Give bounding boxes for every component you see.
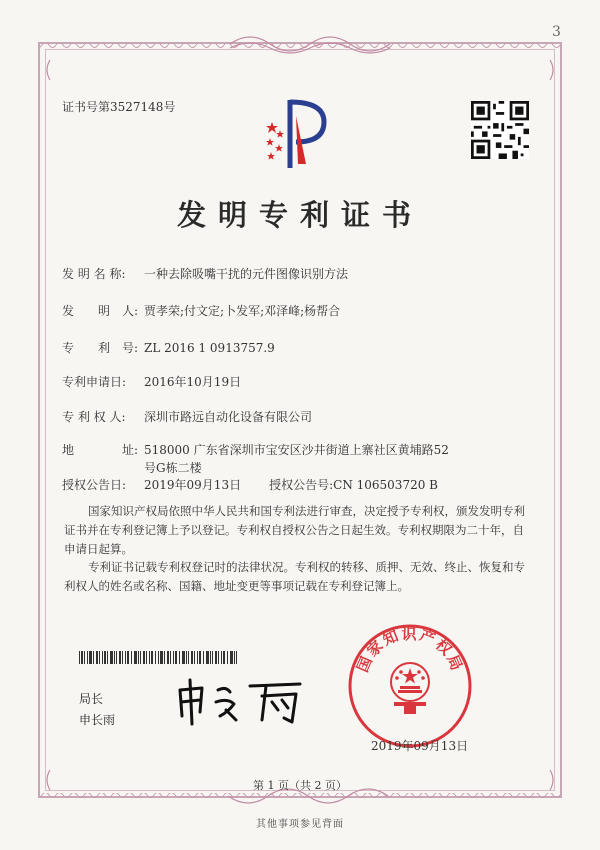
page-number: 第 1 页（共 2 页）	[253, 779, 347, 792]
handwritten-signature	[170, 676, 310, 726]
svg-text:国家知识产权局	[353, 625, 466, 675]
field-grant-announcement	[62, 476, 438, 493]
barcode	[79, 651, 237, 664]
grant-number-label: 授权公告号:	[269, 478, 334, 492]
field-value: 深圳市路远自动化设备有限公司	[144, 410, 313, 424]
field-inventors	[62, 302, 340, 319]
seal-date: 2019年09月13日	[371, 739, 469, 753]
field-address-continued: 号G栋二楼	[144, 461, 202, 475]
statement-paragraph-2: 专利证书记载专利权登记时的法律状况。专利权的转移、质押、无效、终止、恢复和专利权人的姓名或名称、国籍、地址变更等事项记载在专利登记簿上。	[64, 560, 525, 593]
field-value: 贾孝荣;付文定;卜发军;邓泽峰;杨帮合	[144, 304, 341, 318]
field-value: 一种去除吸嘴干扰的元件图像识别方法	[144, 267, 349, 281]
certificate-number: 证书号第3527148号	[62, 100, 176, 114]
field-label: 发 明 名 称:	[62, 267, 126, 281]
director-title: 局长	[79, 692, 104, 706]
field-address	[62, 441, 449, 458]
field-patent-number	[62, 339, 275, 356]
director-name: 申长雨	[79, 713, 116, 727]
field-label: 地 址:	[62, 443, 139, 457]
national-emblem	[391, 663, 429, 714]
field-label: 专 利 权 人:	[62, 410, 126, 424]
qr-code[interactable]	[471, 101, 529, 159]
statement-paragraph-1: 国家知识产权局依照中华人民共和国专利法进行审查，决定授予专利权，颁发发明专利证书并在专利登记簿上予以登记。专利权自授权公告之日起生效。专利权期限为二十年，自申请日起算。	[64, 504, 525, 556]
field-label: 专 利 号:	[62, 341, 139, 355]
field-patentee	[62, 408, 312, 425]
document-title: 发明专利证书	[176, 198, 423, 232]
field-value: 518000 广东省深圳市宝安区沙井街道上寨社区黄埔路52	[144, 443, 449, 457]
field-label: 发 明 人:	[62, 304, 139, 318]
official-seal	[346, 622, 474, 750]
field-value: 2016年10月19日	[144, 375, 242, 389]
patent-office-logo	[262, 92, 332, 172]
field-label: 授权公告日:	[62, 478, 127, 492]
field-value: ZL 2016 1 0913757.9	[144, 341, 275, 355]
field-invention-name	[62, 265, 348, 282]
field-label: 专利申请日:	[62, 375, 127, 389]
grant-date: 2019年09月13日	[144, 478, 242, 492]
handwritten-page-mark: 3	[552, 24, 561, 40]
grant-number: CN 106503720 B	[333, 478, 438, 492]
field-filing-date	[62, 373, 241, 390]
seal-text: 国家知识产权局	[353, 624, 467, 675]
footer-note: 其他事项参见背面	[256, 819, 344, 830]
